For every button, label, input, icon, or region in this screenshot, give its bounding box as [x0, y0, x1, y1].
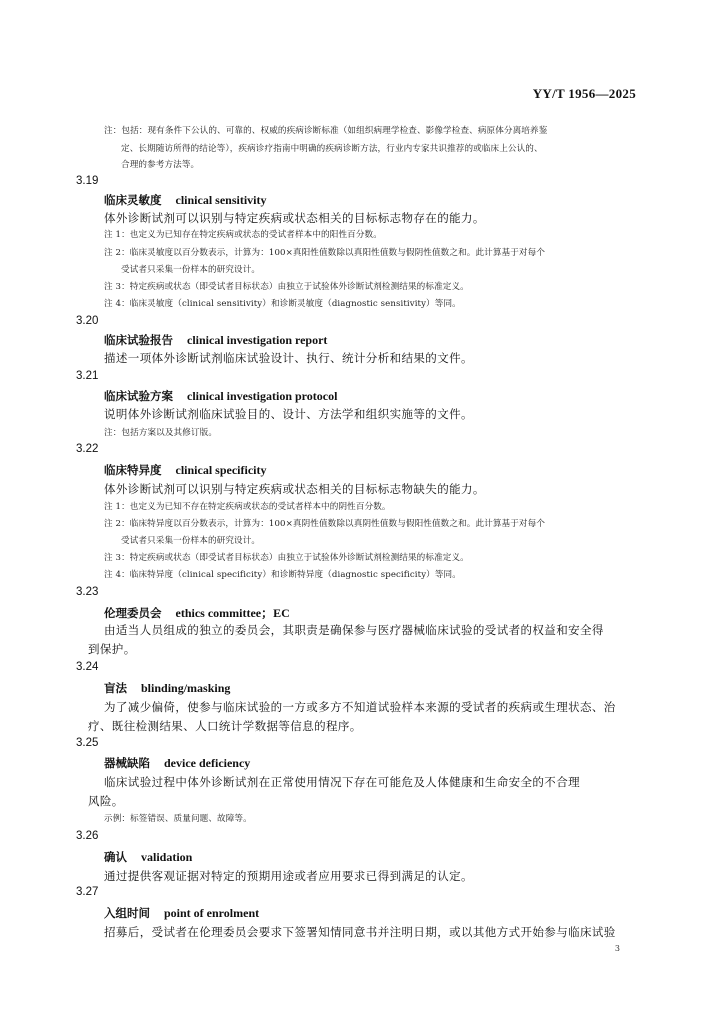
intro-note-line: 定、长期随访所得的结论等），疾病诊疗指南中明确的疾病诊断方法，行业内专家共识推荐的或临床上公认的、 [121, 144, 543, 154]
term-en: validation [141, 850, 193, 864]
definition-continuation: 风险。 [88, 794, 124, 808]
term-heading [104, 388, 337, 404]
note: 注：包括方案以及其修订版。 [104, 428, 218, 438]
term-en: clinical investigation protocol [187, 389, 338, 403]
term-en: clinical investigation report [187, 333, 328, 347]
term-en: device deficiency [164, 756, 251, 770]
definition: 描述一项体外诊断试剂临床试验设计、执行、统计分析和结果的文件。 [104, 351, 473, 365]
page-number: 3 [614, 944, 620, 953]
term-zh: 盲法 [104, 681, 127, 695]
definition: 为了减少偏倚，使参与临床试验的一方或多方不知道试验样本来源的受试者的疾病或生理状态、治 [104, 700, 616, 714]
note-continuation: 受试者只采集一份样本的研究设计。 [121, 536, 261, 546]
term-zh: 临床特异度 [104, 463, 162, 477]
clause-number: 3.19 [76, 175, 99, 187]
term-heading [104, 905, 259, 921]
term-heading [104, 332, 327, 348]
definition: 临床试验过程中体外诊断试剂在正常使用情况下存在可能危及人体健康和生命安全的不合理 [104, 775, 580, 789]
standard-number: YY/T 1956—2025 [532, 86, 636, 101]
term-zh: 伦理委员会 [104, 606, 162, 620]
definition: 通过提供客观证据对特定的预期用途或者应用要求已得到满足的认定。 [104, 869, 473, 883]
note: 注 2：临床特异度以百分数表示，计算为：100×真阴性值数除以真阴性值数与假阳性值数之和。此计算基于对每个 [104, 519, 546, 529]
intro-note-line: 合理的参考方法等。 [121, 160, 200, 170]
clause-number: 3.21 [76, 370, 99, 382]
note: 注 2：临床灵敏度以百分数表示，计算为：100×真阳性值数除以真阳性值数与假阴性值数之和。此计算基于对每个 [104, 248, 546, 258]
definition: 体外诊断试剂可以识别与特定疾病或状态相关的目标标志物存在的能力。 [104, 211, 485, 225]
term-en: blinding/masking [141, 681, 231, 695]
term-zh: 器械缺陷 [104, 756, 150, 770]
term-zh: 入组时间 [104, 906, 150, 920]
term-zh: 临床试验报告 [104, 333, 173, 347]
note: 注 1：也定义为已知存在特定疾病或状态的受试者样本中的阳性百分数。 [104, 230, 382, 240]
definition-continuation: 到保护。 [88, 642, 136, 656]
note: 注 3：特定疾病或状态（即受试者目标状态）由独立于试验体外诊断试剂检测结果的标准定义。 [104, 553, 469, 563]
term-en: clinical sensitivity [175, 193, 267, 207]
term-zh: 确认 [104, 850, 127, 864]
term-heading [104, 755, 250, 771]
note: 注 4：临床特异度（clinical specificity）和诊断特异度（diagnostic specificity）等同。 [104, 570, 461, 580]
term-en: ethics committee；EC [175, 606, 290, 620]
clause-number: 3.27 [76, 886, 99, 898]
intro-note-line: 注：包括：现有条件下公认的、可靠的、权威的疾病诊断标准（如组织病理学检查、影像学检查、病原体分离培养鉴 [104, 126, 548, 136]
note: 注 1：也定义为已知不存在特定疾病或状态的受试者样本中的阴性百分数。 [104, 502, 391, 512]
definition: 说明体外诊断试剂临床试验目的、设计、方法学和组织实施等的文件。 [104, 407, 473, 421]
clause-number: 3.25 [76, 737, 99, 749]
clause-number: 3.20 [76, 315, 99, 327]
definition: 由适当人员组成的独立的委员会，其职责是确保参与医疗器械临床试验的受试者的权益和安全得 [104, 623, 604, 637]
note-continuation: 受试者只采集一份样本的研究设计。 [121, 265, 261, 275]
note: 注 4：临床灵敏度（clinical sensitivity）和诊断灵敏度（diagnostic sensitivity）等同。 [104, 299, 461, 309]
definition: 招募后，受试者在伦理委员会要求下签署知情同意书并注明日期，或以其他方式开始参与临床试验 [104, 925, 616, 939]
term-heading [104, 680, 230, 696]
term-heading [104, 849, 192, 865]
clause-number: 3.22 [76, 443, 99, 455]
clause-number: 3.24 [76, 661, 99, 673]
clause-number: 3.23 [76, 586, 99, 598]
term-zh: 临床灵敏度 [104, 193, 162, 207]
term-heading [104, 462, 266, 478]
term-en: clinical specificity [175, 463, 267, 477]
definition: 体外诊断试剂可以识别与特定疾病或状态相关的目标标志物缺失的能力。 [104, 482, 485, 496]
term-heading [104, 604, 290, 621]
example: 示例：标签错误、质量问题、故障等。 [104, 814, 252, 824]
term-heading [104, 192, 267, 208]
term-en: point of enrolment [164, 906, 260, 920]
definition-continuation: 疗、既往检测结果、人口统计学数据等信息的程序。 [88, 719, 362, 733]
clause-number: 3.26 [76, 830, 99, 842]
note: 注 3：特定疾病或状态（即受试者目标状态）由独立于试验体外诊断试剂检测结果的标准定义。 [104, 282, 469, 292]
term-zh: 临床试验方案 [104, 389, 173, 403]
